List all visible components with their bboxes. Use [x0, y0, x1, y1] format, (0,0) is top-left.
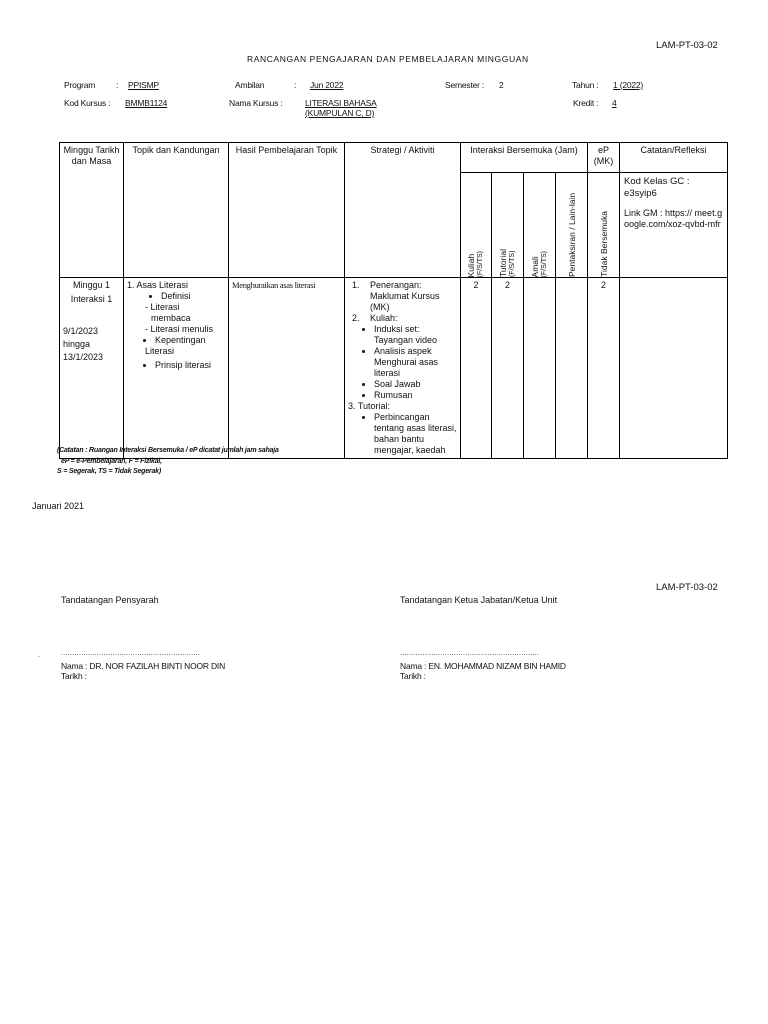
header-strategi: Strategi / Aktiviti	[345, 143, 461, 278]
note-line-2: eP = e-Pembelajaran, F = Fizikal,	[61, 458, 162, 465]
signature-left-dot: .	[38, 652, 40, 659]
interaksi-label: Interaksi 1	[70, 294, 113, 304]
topik-kepentingan-literasi: Literasi	[145, 346, 175, 356]
strategi-soal-jawab: • Soal Jawab	[374, 379, 457, 390]
strategi-kuliah: 2. Kuliah:	[362, 313, 457, 324]
tidak-bersemuka-hours: 2	[588, 278, 620, 459]
header-tutorial: Tutorial (F/S/TS)	[492, 173, 524, 278]
topik-title: 1. Asas Literasi	[127, 280, 189, 290]
hasil-cell	[229, 278, 345, 459]
semester-value: 2	[499, 80, 504, 90]
note-line-3: S = Segerak, TS = Tidak Segerak)	[57, 468, 161, 475]
minggu-label: Minggu 1	[72, 280, 111, 290]
topik-literasi-menulis: - Literasi menulis	[145, 324, 214, 334]
kod-kursus-value: BMMB1124	[125, 98, 168, 108]
nama-kursus-label: Nama Kursus :	[229, 98, 283, 108]
topik-kepentingan: • Kepentingan	[155, 335, 225, 346]
document-title: RANCANGAN PENGAJARAN DAN PEMBELAJARAN MINGGUAN	[247, 54, 529, 64]
minggu-cell	[60, 278, 124, 459]
tarikh-start: 9/1/2023	[63, 326, 99, 336]
catatan-link-gm: Link GM : https:// meet.google.com/xoz-qvbd-mfr	[624, 208, 723, 229]
catatan-cell	[620, 173, 728, 278]
amali-hours	[524, 278, 556, 459]
header-interaksi: Interaksi Bersemuka (Jam)	[461, 143, 588, 173]
topik-literasi-membaca: - Literasi membaca	[145, 302, 191, 323]
header-topik: Topik dan Kandungan	[124, 143, 229, 278]
program-colon: :	[116, 80, 119, 90]
signature-right-name: Nama : EN. MOHAMMAD NIZAM BIN HAMID	[400, 661, 566, 671]
ambilan-colon: :	[294, 80, 297, 90]
topik-cell	[124, 278, 229, 459]
kredit-value: 4	[612, 98, 617, 108]
topik-definisi: • Definisi	[161, 291, 225, 302]
table-row	[60, 278, 728, 459]
signature-left-name: Nama : DR. NOR FAZILAH BINTI NOOR DIN	[61, 661, 226, 671]
header-catatan: Catatan/Refleksi	[620, 143, 728, 173]
header-ep: eP (MK)	[588, 143, 620, 173]
header-tidak-bersemuka: Tidak Bersemuka	[588, 173, 620, 278]
header-kuliah: Kuliah (F/S/TS)	[461, 173, 492, 278]
kod-kursus-label: Kod Kursus :	[64, 98, 111, 108]
header-minggu: Minggu Tarikh dan Masa	[60, 143, 124, 278]
lesson-plan-table	[59, 142, 728, 459]
program-value: PPISMP	[128, 80, 159, 90]
tutorial-hours: 2	[492, 278, 524, 459]
note-line-1: (Catatan : Ruangan Interaksi Bersemuka / eP dicatat jumlah jam sahaja	[57, 447, 279, 454]
strategi-cell	[345, 278, 461, 459]
signature-left-tarikh: Tarikh :	[61, 671, 87, 681]
signature-left-line: ..............................................................	[61, 650, 201, 657]
nama-kursus-value: LITERASI BAHASA	[305, 98, 377, 108]
catatan-kod-kelas: Kod Kelas GC : e3syip6	[624, 176, 690, 199]
signature-left-label: Tandatangan Pensyarah	[61, 595, 159, 605]
catatan-row-cell	[620, 278, 728, 459]
signature-right-line: ..............................................................	[400, 650, 540, 657]
pentaksiran-hours	[556, 278, 588, 459]
signature-right-label: Tandatangan Ketua Jabatan/Ketua Unit	[400, 595, 558, 605]
date-note: Januari 2021	[32, 501, 85, 511]
strategi-analisis: • Analisis aspek Menghurai asas literasi	[374, 346, 457, 379]
nama-kursus-group: (KUMPULAN C, D)	[305, 108, 375, 118]
program-label: Program	[64, 80, 96, 90]
table-header-row-1	[60, 143, 728, 173]
tarikh-hingga: hingga	[63, 339, 91, 349]
kredit-label: Kredit :	[573, 98, 599, 108]
semester-label: Semester :	[445, 80, 485, 90]
kuliah-hours: 2	[461, 278, 492, 459]
document-code-bottom: LAM-PT-03-02	[656, 582, 718, 593]
strategi-tutorial: 3. Tutorial:	[348, 401, 391, 411]
topik-prinsip: • Prinsip literasi	[155, 360, 225, 371]
tahun-label: Tahun :	[572, 80, 599, 90]
hasil-text: Menghuraikan asas literasi	[232, 280, 316, 290]
ambilan-value: Jun 2022	[310, 80, 344, 90]
ambilan-label: Ambilan	[235, 80, 265, 90]
document-code-top: LAM-PT-03-02	[656, 40, 718, 51]
strategi-rumusan: • Rumusan	[374, 390, 457, 401]
signature-right-tarikh: Tarikh :	[400, 671, 426, 681]
strategi-induksi: • Induksi set: Tayangan video	[374, 324, 457, 346]
header-amali: Amali (F/S/TS)	[524, 173, 556, 278]
tahun-value: 1 (2022)	[613, 80, 644, 90]
strategi-penerangan: 1. Penerangan: Maklumat Kursus (MK)	[362, 280, 457, 313]
header-pentaksiran: Pentaksiran / Lain-lain	[556, 173, 588, 278]
header-hasil: Hasil Pembelajaran Topik	[229, 143, 345, 278]
tarikh-end: 13/1/2023	[63, 352, 104, 362]
strategi-perbincangan: • Perbincangan tentang asas literasi, bahan bantu mengajar, kaedah	[374, 412, 457, 456]
